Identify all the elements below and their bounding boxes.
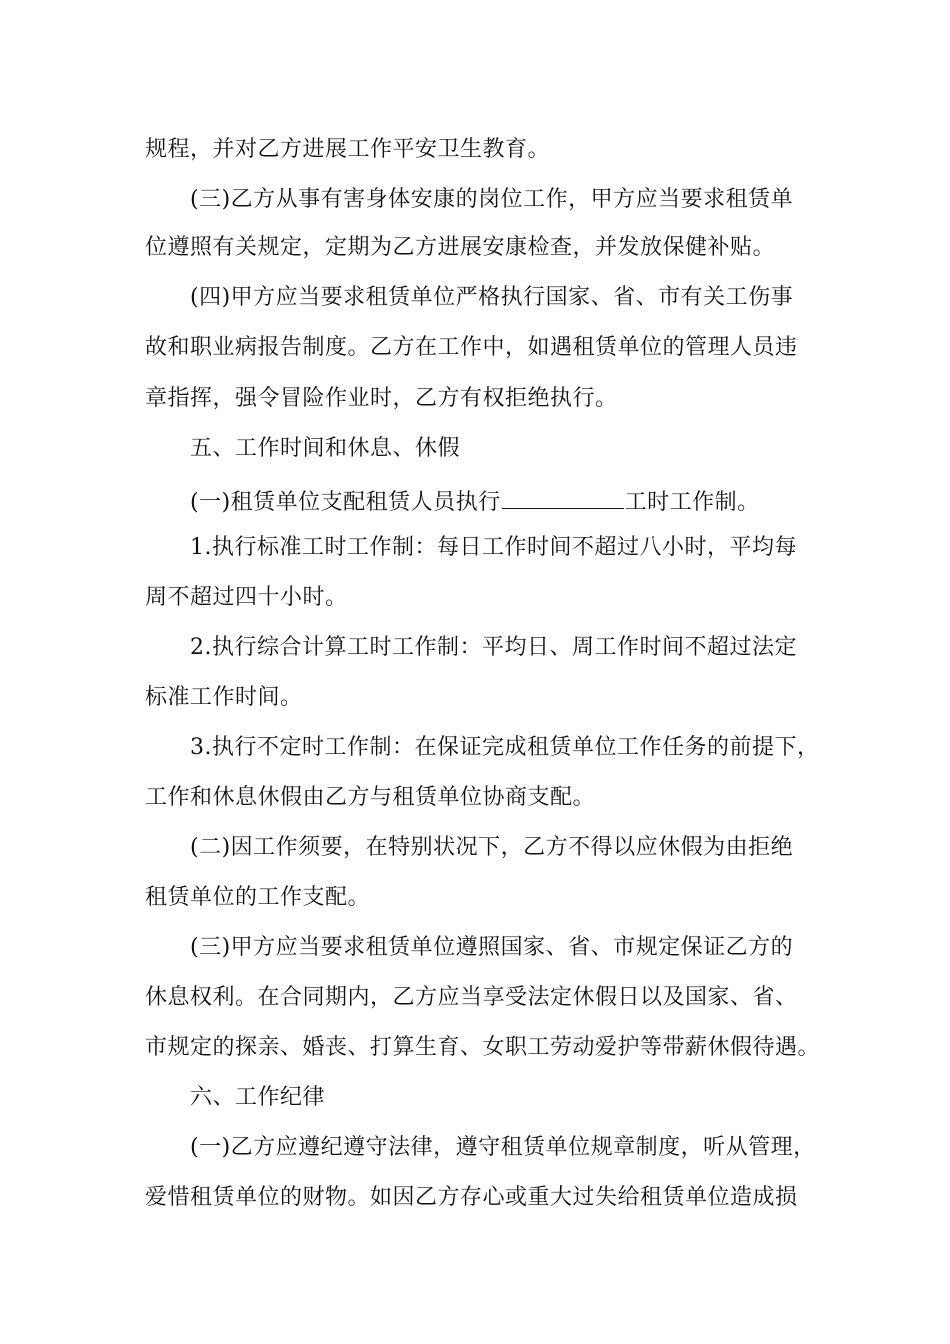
- text-line: (二)因工作须要，在特别状况下，乙方不得以应休假为由拒绝: [190, 835, 794, 860]
- text-line: 故和职业病报告制度。乙方在工作中，如遇租赁单位的管理人员违: [145, 335, 798, 360]
- section-heading: 六、工作纪律: [190, 1085, 326, 1110]
- text-line: (三)乙方从事有害身体安康的岗位工作，甲方应当要求租赁单: [190, 187, 794, 212]
- text-line: 2.执行综合计算工时工作制：平均日、周工作时间不超过法定: [190, 635, 797, 660]
- text-line-with-blank: [0, 482, 950, 514]
- text-line: (四)甲方应当要求租赁单位严格执行国家、省、市有关工伤事: [190, 285, 794, 310]
- text-line: 工作和休息休假由乙方与租赁单位协商支配。: [145, 785, 596, 810]
- text-segment: 工时工作制。: [624, 490, 760, 515]
- text-line: 爱惜租赁单位的财物。如因乙方存心或重大过失给租赁单位造成损: [145, 1185, 798, 1210]
- text-line: (三)甲方应当要求租赁单位遵照国家、省、市规定保证乙方的: [190, 935, 794, 960]
- fill-in-blank: [502, 482, 624, 509]
- section-heading: 五、工作时间和休息、休假: [190, 436, 461, 461]
- text-line: (一)乙方应遵纪遵守法律，遵守租赁单位规章制度，听从管理，: [190, 1135, 816, 1160]
- text-line: 章指挥，强令冒险作业时，乙方有权拒绝执行。: [145, 386, 618, 411]
- text-line: 休息权利。在合同期内，乙方应当享受法定休假日以及国家、省、: [145, 985, 798, 1010]
- text-line: 市规定的探亲、婚丧、打算生育、女职工劳动爱护等带薪休假待遇。: [145, 1035, 821, 1060]
- text-line: 租赁单位的工作支配。: [145, 885, 371, 910]
- text-line: 规程，并对乙方进展工作平安卫生教育。: [145, 137, 551, 162]
- text-line: 位遵照有关规定，定期为乙方进展安康检查，并发放保健补贴。: [145, 235, 776, 260]
- text-line: 1.执行标准工时工作制：每日工作时间不超过八小时，平均每: [190, 535, 797, 560]
- text-line: 标准工作时间。: [145, 685, 303, 710]
- text-line: 3.执行不定时工作制：在保证完成租赁单位工作任务的前提下，: [190, 735, 820, 760]
- text-segment: (一)租赁单位支配租赁人员执行: [190, 490, 501, 515]
- text-line: 周不超过四十小时。: [145, 585, 348, 610]
